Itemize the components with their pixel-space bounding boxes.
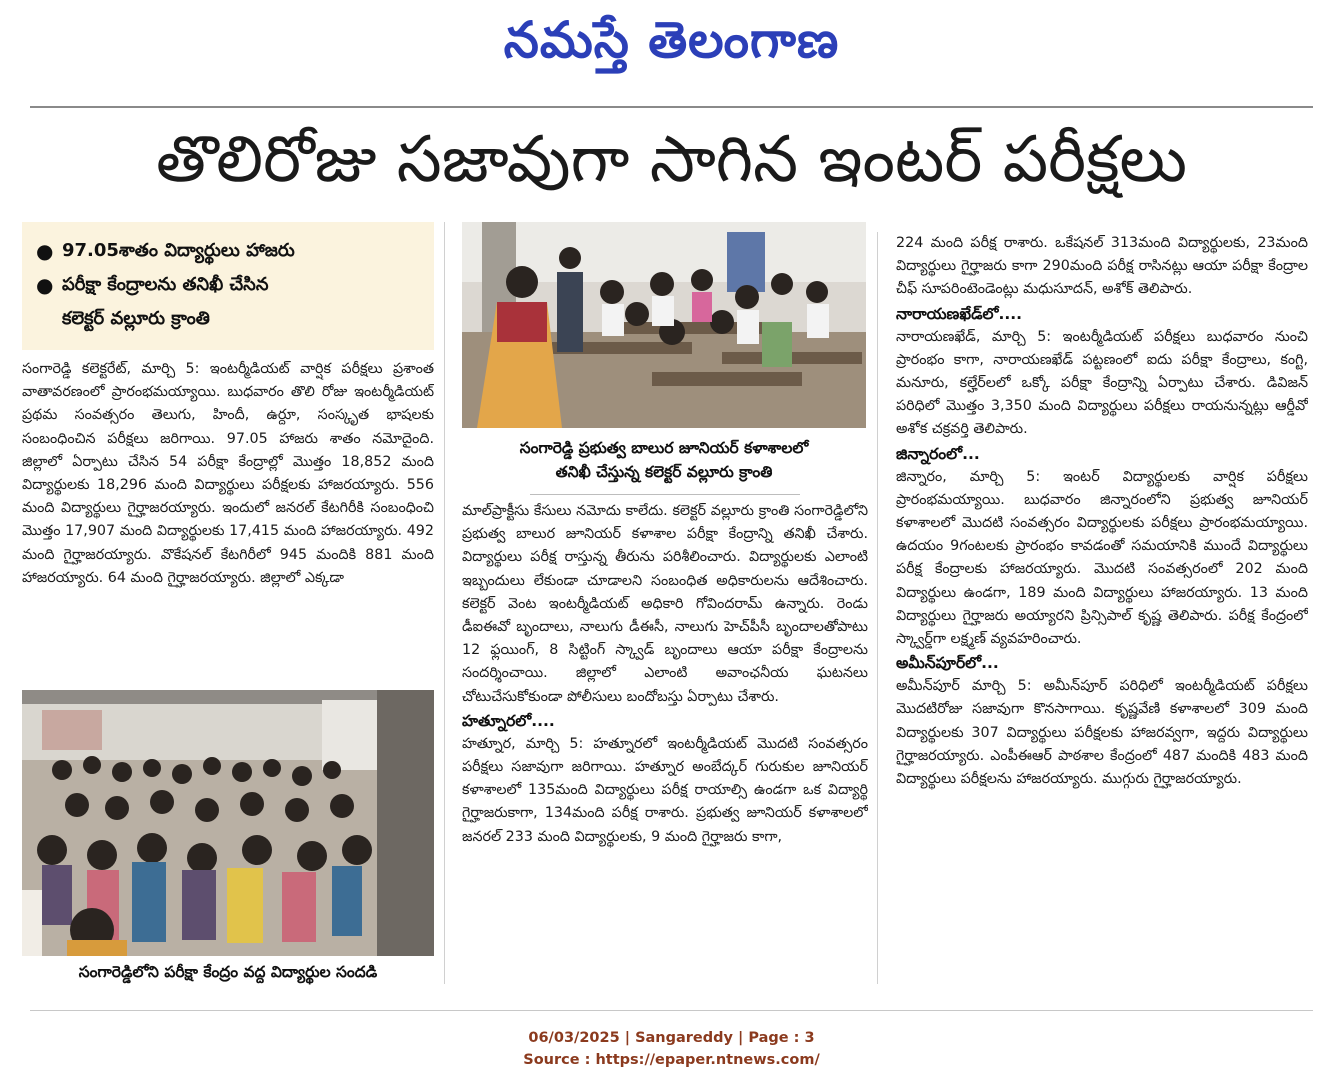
section-subhead: జిన్నారంలో... (896, 444, 980, 463)
highlight-text-continued: కలెక్టర్ వల్లూరు క్రాంతి (62, 308, 210, 329)
column-divider (877, 232, 878, 984)
masthead-title: నమస్తే తెలంగాణ (503, 11, 840, 69)
classroom-photo-caption (462, 436, 866, 484)
article-paragraph: నారాయణఖేడ్, మార్చి 5: ఇంటర్మీడియట్ పరీక్షలు బుధవారం నుంచి ప్రారంభం కాగా, నారాయణఖేడ్ పట్టణంలో ఐదు పరీక్షా కేంద్రాలు, కంగ్టి, మనూరు, కల్హేర్‌లలో ఒక్కో పరీక్షా కేంద్రాన్ని ఏర్పాటు చేశారు. డివిజన్ పరిధిలో మొత్తం 3,350 మంది విద్యార్థులు పరీక్షలు రాయనున్నట్లు ఆర్డీవో అశోక చక్రవర్తి తెలిపారు. (896, 328, 1308, 438)
footer-date: 06/03/2025 | Sangareddy | Page : 3 (528, 1030, 815, 1046)
highlight-text: 97.05శాతం విద్యార్థులు హాజరు (62, 240, 295, 261)
crowd-photo-image (22, 690, 434, 956)
classroom-photo-image (462, 222, 866, 428)
highlight-text: పరీక్షా కేంద్రాలను తనిఖీ చేసిన (62, 274, 269, 295)
article-paragraph: సంగారెడ్డి కలెక్టరేట్, మార్చి 5: ఇంటర్మీడియట్ వార్షిక పరీక్షలు ప్రశాంత వాతావరణంలో ప్రారంభమయ్యాయి. బుధవారం తొలి రోజు ఇంటర్మీడియట్ ప్రథమ సంవత్సరం తెలుగు, హిందీ, ఉర్దూ, సంస్కృత భాషలకు సంబంధించిన పరీక్షలు జరిగాయి. 97.05 హాజరు శాతం నమోదైంది. జిల్లాలో ఏర్పాటు చేసిన 54 పరీక్షా కేంద్రాల్లో మొత్తం 18,852 మంది విద్యార్థులకు 18,296 మంది విద్యార్థులు పరీక్షలకు హాజరయ్యారు. 556 మంది విద్యార్థులు గైర్హాజరయ్యారు. ఇందులో జనరల్ కేటగిరీకి సంబంధించి మొత్తం 17,907 మంది విద్యార్థులకు 17,415 మంది హాజరయ్యారు. 492 మంది గైర్హాజరయ్యారు. వొకేషనల్ కేటగిరీలో 945 మందికి 881 మంది హాజరయ్యారు. 64 మంది గైర్హాజరయ్యారు. జిల్లాలో ఎక్కడా (22, 361, 434, 586)
section-subhead: హత్నూరలో.... (462, 711, 555, 730)
section-subhead: అమీన్‌పూర్‌లో... (896, 654, 999, 673)
crowd-photo-caption: సంగారెడ్డిలోని పరీక్షా కేంద్రం వద్ద విద్యార్థుల సందడి (78, 963, 378, 981)
caption-divider (530, 494, 800, 495)
highlight-item (36, 270, 422, 300)
footer-divider (30, 1010, 1313, 1011)
article-paragraph: మాల్‌ప్రాక్టీసు కేసులు నమోదు కాలేదు. కలెక్టర్ వల్లూరు క్రాంతి సంగారెడ్డిలోని ప్రభుత్వ బాలుర జూనియర్ కళాశాల పరీక్షా కేంద్రాన్ని తనిఖీ చేశారు. విద్యార్థులు పరీక్ష రాస్తున్న తీరును పరిశీలించారు. విద్యార్థులకు ఎలాంటి ఇబ్బందులు లేకుండా చూడాలని సంబంధిత అధికారులను ఆదేశించారు. కలెక్టర్ వెంట ఇంటర్మీడియట్ అధికారి గోవిందరామ్ ఉన్నారు. రెండు డీఐఈవో బృందాలు, నాలుగు డీఈసీ, నాలుగు హెచ్‌పీసీ బృందాలతోపాటు 12 ఫ్లయింగ్, 8 సిట్టింగ్ స్క్వాడ్ బృందాలు ఆయా పరీక్షా కేంద్రాలను సందర్శించాయి. జిల్లాలో ఎలాంటి అవాంఛనీయ ఘటనలు చోటుచేసుకోకుండా పోలీసులు బందోబస్తు ఏర్పాటు చేశారు. (462, 503, 868, 705)
headline (30, 110, 1313, 210)
headline-text: తొలిరోజు సజావుగా సాగిన ఇంటర్ పరీక్షలు (155, 123, 1188, 197)
column-1-text (22, 358, 434, 680)
column-divider (444, 222, 445, 984)
caption-line: సంగారెడ్డి ప్రభుత్వ బాలుర జూనియర్ కళాశాలలో (519, 439, 809, 457)
highlight-item (36, 236, 422, 266)
caption-line: తనిఖీ చేస్తున్న కలెక్టర్ వల్లూరు క్రాంతి (555, 463, 773, 481)
section-subhead: నారాయణఖేడ్‌లో.... (896, 304, 1023, 323)
classroom-photo (462, 222, 866, 428)
highlights-box (22, 222, 434, 350)
column-3-text (896, 232, 1308, 982)
article-paragraph: 224 మంది పరీక్ష రాశారు. ఒకేషనల్ 313మంది విద్యార్థులకు, 23మంది విద్యార్థులు గైర్హాజరు కాగా 290మంది పరీక్ష రాసినట్లు ఆయా పరీక్షా కేంద్రాల చీఫ్ సూపరింటెండెంట్లు మధుసూదన్, అశోక్ తెలిపారు. (896, 235, 1308, 298)
article-paragraph: అమీన్‌పూర్ మార్చి 5: అమీన్‌పూర్ పరిధిలో ఇంటర్మీడియట్ పరీక్షలు మొదటిరోజు సజావుగా కొనసాగాయి. కృష్ణవేణి కళాశాలలో 309 మంది విద్యార్థులకు 307 విద్యార్థులు పరీక్షలకు హాజరవ్వగా, ఇద్దరు విద్యార్థులు గైర్హాజరయ్యారు. ఎంపీఈఆర్ పాఠశాల కేంద్రంలో 487 మందికి 483 మంది విద్యార్థులు పరీక్షలను హాజరయ్యారు. ముగ్గురు గైర్హాజరయ్యారు. (896, 678, 1308, 788)
column-2-text (462, 500, 868, 978)
crowd-photo (22, 690, 434, 956)
bullet-icon: ● (36, 239, 54, 263)
masthead-logo (0, 0, 1343, 80)
article-paragraph: హత్నూర, మార్చి 5: హత్నూరలో ఇంటర్మీడియట్ మొదటి సంవత్సరం పరీక్షలు సజావుగా జరిగాయి. హత్నూర అంబేద్కర్ గురుకుల జూనియర్ కళాశాలలో 135మంది విద్యార్థులు పరీక్ష రాయాల్సి ఉండగా ఒక విద్యార్థి గైర్హాజరుకాగా, 134మంది పరీక్ష రాశారు. ప్రభుత్వ జూనియర్ కళాశాలలో జనరల్ 233 మంది విద్యార్థులకు, 9 మంది గైర్హాజరు కాగా, (462, 735, 868, 845)
footer-source-link[interactable]: Source : https://epaper.ntnews.com/ (523, 1052, 820, 1068)
masthead-divider (30, 106, 1313, 108)
bullet-icon: ● (36, 273, 54, 297)
article-paragraph: జిన్నారం, మార్చి 5: ఇంటర్ విద్యార్థులకు వార్షిక పరీక్షలు ప్రారంభమయ్యాయి. బుధవారం జిన్నారంలోని ప్రభుత్వ జూనియర్ కళాశాలలో మొదటి సంవత్సరం విద్యార్థులకు పరీక్షలు ప్రారంభమయ్యాయి. ఉదయం 9గంటలకు ప్రారంభం కావడంతో సమయానికి ముందే విద్యార్థులు పరీక్ష కేంద్రాలకు హాజరయ్యారు. మొదటి సంవత్సరంలో 202 మంది విద్యార్థులు ఉండగా, 189 మంది విద్యార్థులు హాజరయ్యారు. 13 మంది విద్యార్థులు గైర్హాజరు అయ్యారని ప్రిన్సిపాల్ కృష్ణ తెలిపారు. పరీక్ష కేంద్రంలో స్క్వార్డ్‌గా లక్ష్మణ్ వ్యవహరించారు. (896, 468, 1308, 648)
